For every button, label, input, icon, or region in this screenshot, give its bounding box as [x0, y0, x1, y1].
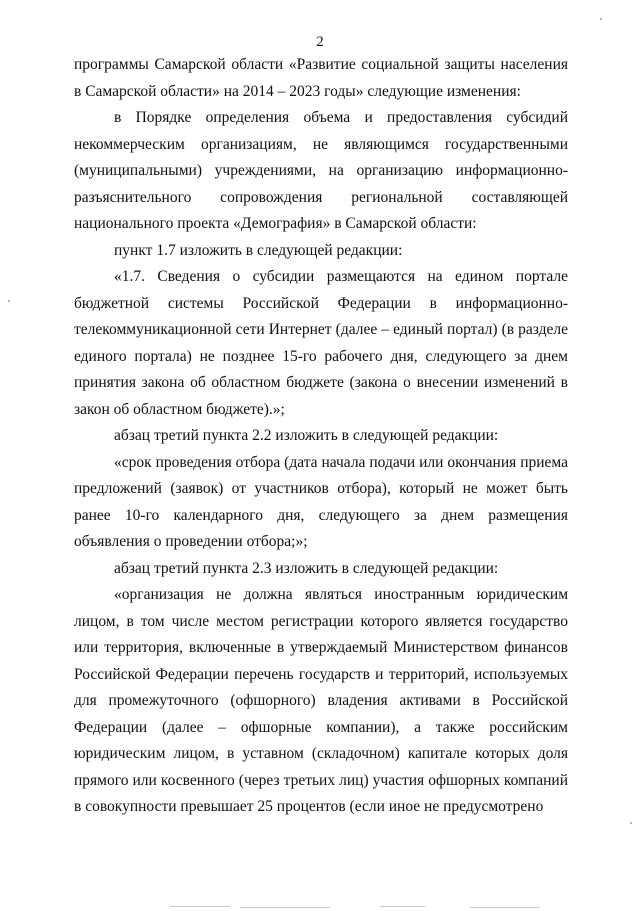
- paragraph-continuation: программы Самарской области «Развитие социальной защиты населения в Самарской области» на 2014 – 2023 годы» следующие изменения:: [74, 56, 568, 100]
- scan-artifact: [600, 18, 602, 20]
- scan-artifact: [630, 822, 632, 824]
- scan-artifact: [170, 906, 230, 907]
- paragraph-quote-1-7: «1.7. Сведения о субсидии размещаются на едином портале бюджетной системы Российской Федерации в информационно-телекоммуникационной сети Интернет (далее – единый портал) (в разделе единого портала) не позднее 15-го рабочего дня, следующего за днем принятия закона об областном бюджете (закона о внесении изменений в закон об областном бюджете).»;: [74, 268, 568, 418]
- paragraph-quote-2-3: «организация не должна являться иностранным юридическим лицом, в том числе местом регистрации которого является государство или территория, включенные в утверждаемый Министерством финансов Российской Федерации перечень государств и территорий, используемых для промежуточного (офшорного) владения активами в Российской Федерации (далее – офшорные компании), а также российским юридическим лицом, в уставном (складочном) капитале которых доля прямого или косвенного (через третьих лиц) участия офшорных компаний в совокупности превышает 25 процентов (если иное не предусмотрено: [74, 586, 568, 815]
- document-body: [74, 52, 568, 821]
- scan-artifact: [470, 907, 540, 908]
- paragraph-instruction-2-2: абзац третий пункта 2.2 изложить в следующей редакции:: [114, 427, 499, 444]
- paragraph-procedure: в Порядке определения объема и предоставления субсидий некоммерческим организациям, не являющимся государственными (муниципальными) учреждениями, на организацию информационно-разъяснительного сопровождения региональной составляющей национального проекта «Демография» в Самарской области:: [74, 109, 568, 232]
- paragraph-quote-2-2: «срок проведения отбора (дата начала подачи или окончания приема предложений (заявок) от участников отбора), который не может быть ранее 10-го календарного дня, следующего за днем размещения объявления о проведении отбора;»;: [74, 453, 568, 550]
- scan-artifact: [380, 906, 425, 907]
- paragraph-instruction-1-7: пункт 1.7 изложить в следующей редакции:: [114, 241, 403, 259]
- page-number: 2: [316, 34, 324, 50]
- paragraph-instruction-2-3: абзац третий пункта 2.3 изложить в следующей редакции:: [114, 559, 499, 577]
- scan-artifact: [8, 300, 10, 302]
- scan-artifact: [240, 907, 330, 908]
